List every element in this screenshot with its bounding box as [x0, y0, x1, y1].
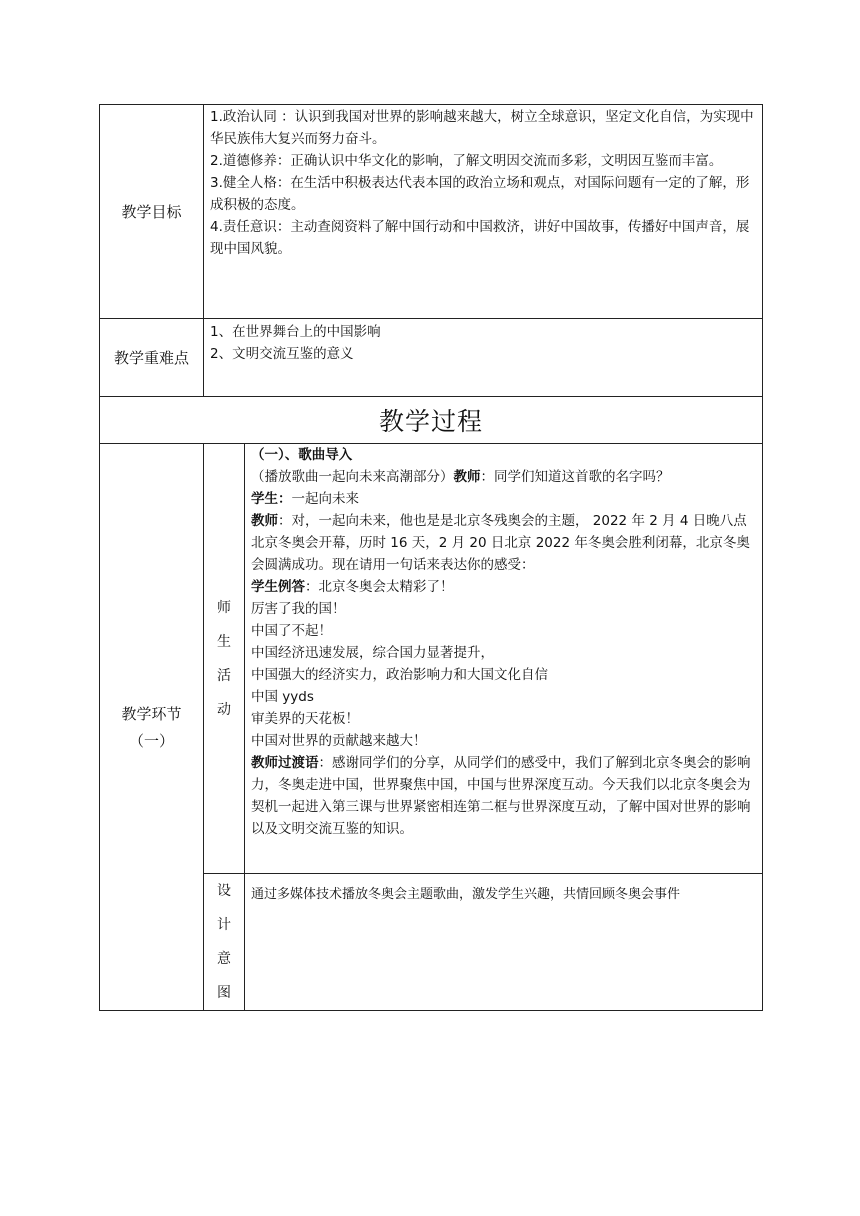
goals-content — [204, 105, 763, 319]
activity-line: 教师过渡语：感谢同学们的分享，从同学们的感受中，我们了解到北京冬奥会的影响力，冬奥走进中国，世界聚焦中国，中国与世界深度互动。今天我们以北京冬奥会为契机一起进入第三课与世界紧密相连第二框与世界深度互动，了解中国对世界的影响以及文明交流互鉴的知识。 — [251, 755, 751, 837]
goal-item: 3.健全人格：在生活中积极表达代表本国的政治立场和观点，对国际问题有一定的了解，形成积极的态度。 — [210, 175, 750, 213]
key-points-row — [100, 319, 763, 397]
answer-line: 中国经济迅速发展，综合国力显著提升， — [251, 645, 494, 661]
activity-row — [100, 444, 763, 874]
process-title: 教学过程 — [100, 397, 763, 444]
activity-label: 师 生 活 动 — [204, 444, 245, 874]
answer-line: 中国 yyds — [251, 689, 314, 705]
goals-label: 教学目标 — [100, 105, 204, 319]
key-points-label: 教学重难点 — [100, 319, 204, 397]
answer-line: 厉害了我的国！ — [251, 601, 346, 617]
answer-line: 中国了不起！ — [251, 623, 332, 639]
activity-line: 学生例答：北京冬奥会太精彩了！ — [251, 579, 454, 595]
key-points-content — [204, 319, 763, 397]
key-point-item: 1、在世界舞台上的中国影响 — [210, 324, 381, 340]
activity-heading: （一）、歌曲导入 — [251, 447, 353, 463]
section-label-text: 教学环节 — [121, 705, 182, 723]
goal-item: 2.道德修养：正确认识中华文化的影响，了解文明因交流而多彩，文明因互鉴而丰富。 — [210, 153, 723, 169]
activity-line: 教师：对，一起向未来，他也是是北京冬残奥会的主题， 2022 年 2 月 4 日晚八点北京冬奥会开幕，历时 16 天，2 月 20 日北京 2022 年冬奥会胜利闭幕，北京冬奥会圆满成功。现在请用一句话来表达你的感受： — [251, 513, 750, 573]
goal-item: 4.责任意识：主动查阅资料了解中国行动和中国救济，讲好中国故事，传播好中国声音，展现中国风貌。 — [210, 219, 750, 257]
design-label: 设 计 意 图 — [204, 874, 245, 1011]
lesson-plan-table — [99, 104, 763, 1011]
answer-line: 审美界的天花板！ — [251, 711, 359, 727]
activity-content — [245, 444, 763, 874]
answer-line: 中国对世界的贡献越来越大！ — [251, 733, 427, 749]
activity-line: （播放歌曲一起向未来高潮部分）教师：同学们知道这首歌的名字吗？ — [251, 469, 670, 485]
answer-line: 中国强大的经济实力，政治影响力和大国文化自信 — [251, 667, 548, 683]
section-label — [100, 444, 204, 1011]
section-number: （一） — [128, 732, 174, 750]
key-point-item: 2、文明交流互鉴的意义 — [210, 346, 354, 362]
process-title-row — [100, 397, 763, 444]
goal-item: 1.政治认同 ：认识到我国对世界的影响越来越大，树立全球意识，坚定文化自信，为实现中华民族伟大复兴而努力奋斗。 — [210, 109, 754, 147]
activity-line: 学生：一起向未来 — [251, 491, 359, 507]
design-content: 通过多媒体技术播放冬奥会主题歌曲，激发学生兴趣，共情回顾冬奥会事件 — [245, 874, 763, 1011]
goals-row — [100, 105, 763, 319]
